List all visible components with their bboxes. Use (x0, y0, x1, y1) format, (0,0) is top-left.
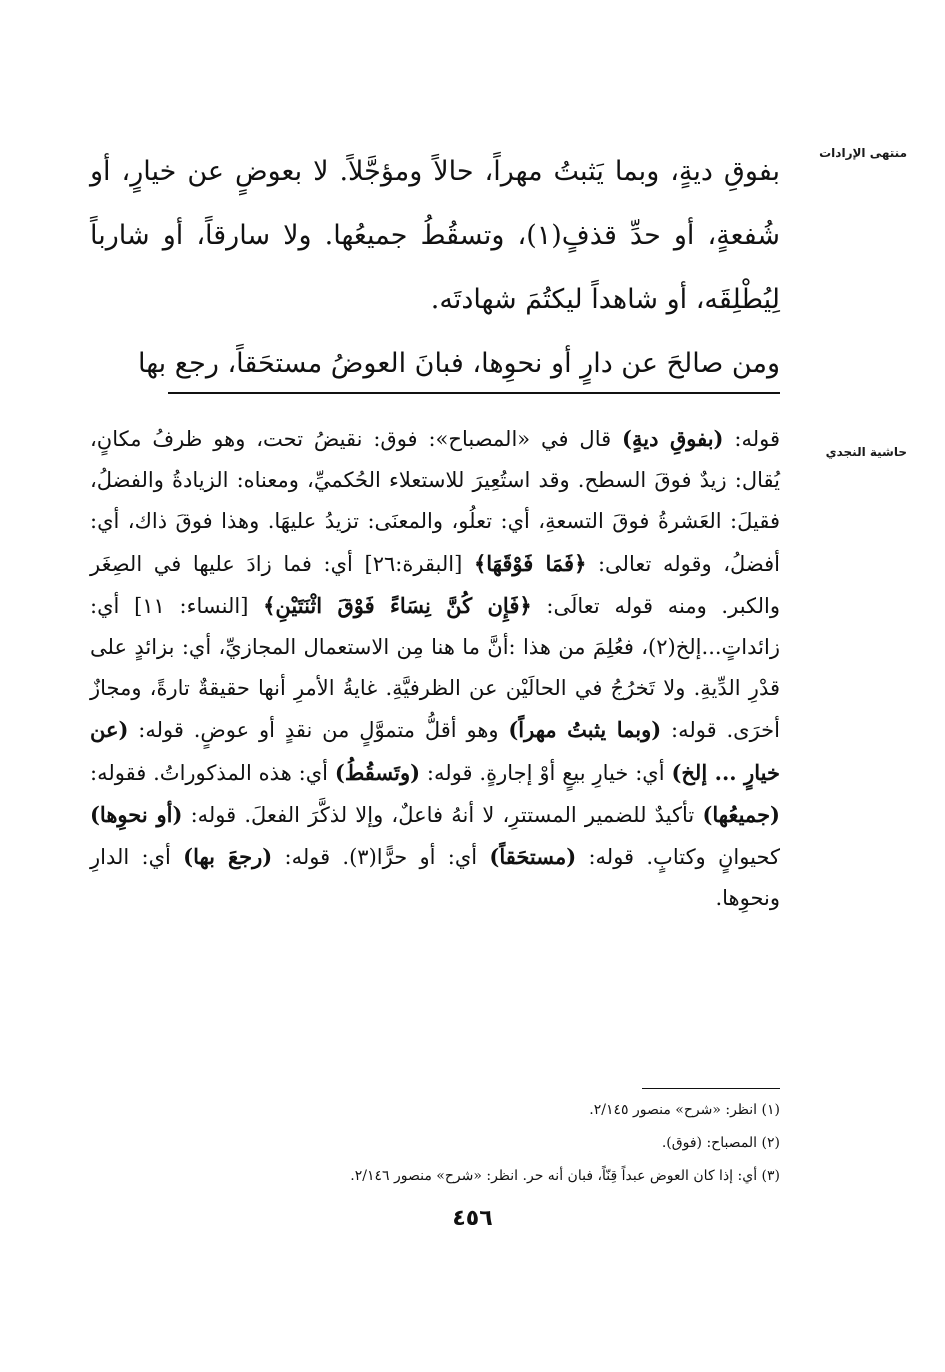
quoted-phrase: ﴿فَإِن كُنَّ نِسَاءً فَوْقَ اثْنَتَيْنِ﴾ (263, 592, 532, 618)
commentary-text: أي: خيارِ بيعٍ أوْ إجارةٍ. قوله: (420, 760, 672, 785)
matn-paragraph: ومن صالحَ عن دارٍ أو نحوِها، فبانَ العوضُ مستحَقاً، رجع بها (138, 348, 780, 379)
quoted-phrase: (جميعُها) (702, 801, 780, 827)
quoted-phrase: (رجعَ بها) (183, 844, 273, 870)
quoted-phrase: (مستحَقاً) (489, 844, 577, 870)
quoted-phrase: (أو نحوِها) (90, 801, 183, 827)
side-label-matn: منتهى الإرادات (819, 146, 907, 160)
commentary-text: [النساء: ١١] أي: زائداتٍ...إلخ(٢)، فعُلِمَ من هذا :أنَّ ما هنا مِن الاستعمال المجازيِّ، أي: بزائدٍ على قدْرِ الدِّيةِ. ولا تَخرُجُ في الحالَيْن عن الظرفيَّةِ. غايةُ الأمرِ أنها حقيقةٌ تارةً، ومجازٌ أخرَى. قوله: (90, 593, 780, 743)
hashiya-paragraph (90, 418, 780, 919)
commentary-text: كحيوانٍ وكتابٍ. قوله: (576, 845, 780, 870)
commentary-text: وهو أقلُّ متموَّلٍ من نقدٍ أو عوضٍ. قوله: (128, 718, 509, 743)
footnote-divider (642, 1088, 780, 1089)
commentary-text: [البقرة:٢٦] أي: فما زادَ عليها في الصِغَر والكبر. ومنه قوله تعالَى: (90, 551, 781, 618)
page-number: ٤٥٦ (452, 1206, 493, 1231)
quoted-phrase: (وتَسقُطُ) (334, 759, 421, 785)
commentary-text: قوله: (723, 427, 781, 451)
section-divider (168, 392, 780, 394)
footnote: (٢) المصباح: (فوق). (661, 1135, 780, 1151)
footnote: (٣) أي: إذا كان العوض عبداً قِنّاً، فبان أنه حر. انظر: «شرح» منصور ٢/١٤٦. (350, 1168, 780, 1184)
matn-text (90, 140, 780, 396)
commentary-text: أي: أو حرًّا(٣). قوله: (272, 845, 490, 870)
commentary-text: قال في «المصباح»: فوق: نقيضُ تحت، وهو ظرفُ مكانٍ، يُقال: زيدٌ فوقَ السطح. وقد استُعِيرَ للاستعلاء الحُكميِّ، ومعناه: الزيادةُ والفضلُ، فقيلَ: العَشرةُ فوقَ التسعةِ، أي: تعلُو، والمعنَى: تزيدُ عليهَا. وهذا فوقَ ذاك، أي: أفضلُ، وقوله تعالى: (90, 427, 780, 576)
footnotes (90, 1094, 780, 1193)
quoted-phrase: (عن خيارٍ ... إلخ) (90, 717, 780, 785)
footnote: (١) انظر: «شرح» منصور ٢/١٤٥. (589, 1102, 780, 1118)
quoted-phrase: (بفوقِ ديةٍ) (622, 426, 724, 451)
commentary-text: أي: الدارِ ونحوِها. (90, 845, 780, 911)
commentary-text: تأكيدٌ للضمير المستترِ، لا أنهُ فاعلٌ، وإلا لذكَّرَ الفعلَ. قوله: (182, 802, 703, 827)
side-label-hashiya: حاشية النجدي (825, 445, 907, 459)
hashiya-text (90, 418, 780, 919)
quoted-phrase: ﴿فَمَا فَوْقَهَا﴾ (473, 550, 587, 576)
quoted-phrase: (وبما يثبتُ مهراً) (508, 717, 662, 743)
commentary-text: أي: هذه المذكوراتُ. فقوله: (90, 760, 335, 785)
matn-paragraph: بفوقِ ديةٍ، وبما يَثبتُ مهراً، حالاً ومؤجَّلاً. لا بعوضٍ عن خيارٍ، أو شُفعةٍ، أو حدِّ قذفٍ(١)، وتسقُطُ جميعُها. ولا سارقاً، أو شارباً لِيُطْلِقَه، أو شاهداً ليكتُمَ شهادتَه. (90, 156, 780, 315)
